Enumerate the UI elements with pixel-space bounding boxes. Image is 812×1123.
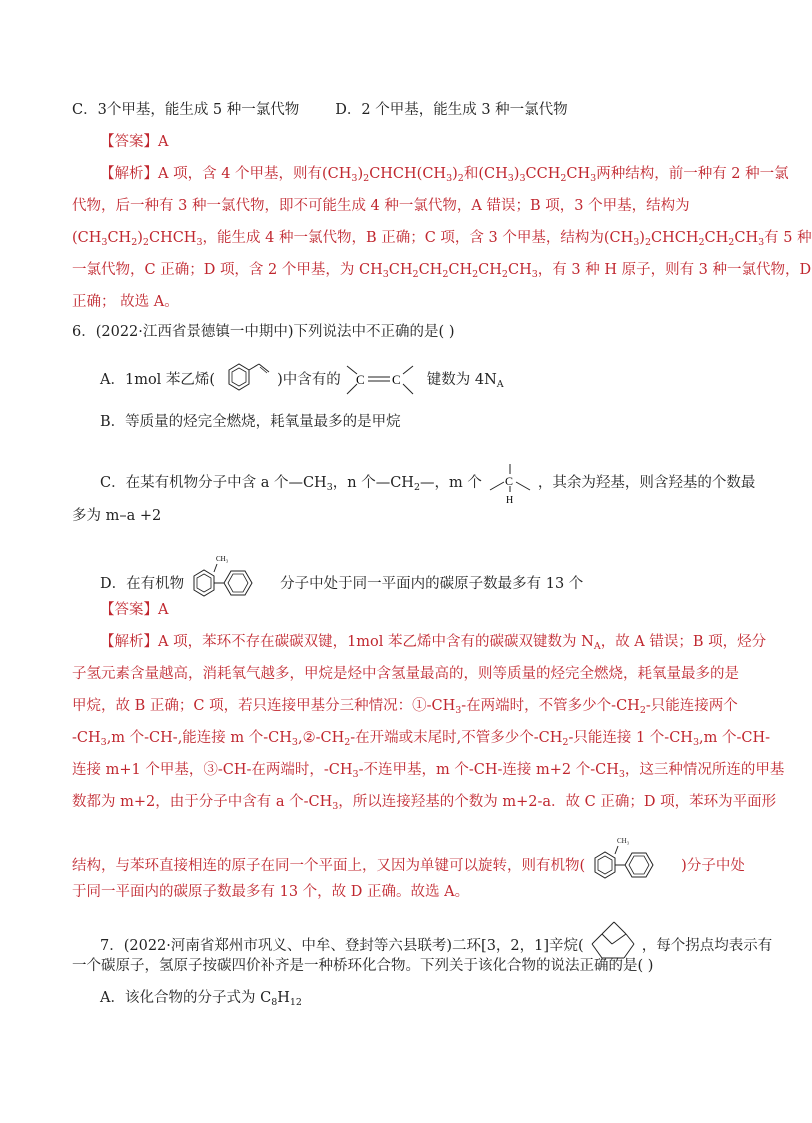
explanation-label: 【解析】: [100, 166, 158, 182]
explanation-text: CH: [107, 230, 132, 246]
methylbiphenyl-structure: [184, 552, 280, 604]
explanation-text: CH: [734, 230, 759, 246]
subscript: 3: [101, 237, 108, 248]
explanation-text: A 项，苯环不存在碳碳双键，1mol 苯乙烯中含有的碳碳双键数为 N: [158, 634, 594, 650]
explanation-text: -CH: [72, 730, 101, 746]
subscript: 3: [590, 173, 597, 184]
explanation-text: 正确； 故选 A。: [72, 294, 179, 310]
explanation-text: ，能生成 4 种一氯代物，B 正确；C 项，含 3 个甲基，结构为(CH: [202, 230, 634, 246]
subscript: 2: [644, 237, 652, 248]
explanation-text: A 项，含 4 个甲基，则有(CH: [158, 166, 352, 182]
q6-option-c-text2: ，n 个—CH: [332, 475, 414, 491]
explanation-text: -不连甲基，m 个-CH-连接 m+2 个-CH: [358, 762, 619, 778]
explanation-line: [72, 696, 738, 716]
q6-option-a: [100, 360, 504, 400]
explanation-text: 代物，后一种有 3 种一氯代物，即不可能生成 4 种一氯代物，A 错误；B 项，3 个甲基，结构为: [72, 198, 690, 214]
subscript: 2: [560, 173, 567, 184]
q6-option-a-text3: 键数为 4N: [426, 372, 497, 388]
styrene-structure: [215, 360, 277, 400]
explanation-text: CH: [418, 262, 443, 278]
q7-option-a-h: H: [277, 990, 290, 1006]
explanation-line: [72, 792, 776, 812]
q6-option-d: [100, 552, 583, 604]
cc-right-c: C: [391, 372, 401, 387]
explanation-text: 甲烷，故 B 正确；C 项，若只连接甲基分三种情况：①-CH: [72, 698, 456, 714]
explanation-text: 子氢元素含量越高，消耗氧气越多，甲烷是烃中含氢量最高的，则等质量的烃完全燃烧，耗氧量最多的是: [72, 666, 739, 682]
subscript: 3: [100, 737, 107, 748]
q6-option-c-text4: ，其余为羟基，则含羟基的个数最: [537, 475, 756, 491]
subscript: 2: [363, 173, 370, 184]
explanation-line: [72, 260, 811, 280]
methylbiphenyl-structure: [585, 834, 681, 886]
subscript: 3: [291, 737, 298, 748]
q6-option-b: B．等质量的烃完全燃烧，耗氧量最多的是甲烷: [100, 414, 401, 430]
explanation-text: -只能连接 1 个-CH: [568, 730, 693, 746]
explanation-text: CH: [448, 262, 473, 278]
subscript: 2: [562, 737, 569, 748]
alkene-bond-structure: [341, 360, 421, 400]
explanation-text: CH: [507, 262, 532, 278]
explanation-text: ): [513, 166, 520, 182]
subscript: 2: [442, 269, 449, 280]
q6-option-a-text2: )中含有的: [277, 372, 341, 388]
explanation-text: -只能连接两个: [645, 698, 738, 714]
subscript: 8: [271, 997, 278, 1008]
explanation-text: 和(CH: [463, 166, 508, 182]
explanation-text: ): [452, 166, 458, 182]
explanation-text: -在开端或末尾时,不管多少个-CH: [350, 730, 563, 746]
methyl-label: CH₃: [216, 555, 229, 563]
cc-left-c: C: [355, 372, 365, 387]
ch-c: C: [504, 474, 513, 488]
answer-value: A: [158, 134, 169, 150]
subscript: 3: [633, 237, 640, 248]
subscript: 3: [519, 173, 526, 184]
subscript: 3: [351, 173, 358, 184]
explanation-text: ，这三种情况所连的甲基: [624, 762, 785, 778]
subscript: 3: [352, 769, 359, 780]
subscript: 3: [507, 173, 514, 184]
subscript: A: [593, 641, 601, 652]
explanation-line: [72, 228, 812, 248]
subscript: A: [496, 379, 504, 390]
subscript: 3: [455, 705, 462, 716]
subscript: 3: [692, 737, 699, 748]
explanation-text: ,②-CH: [297, 730, 345, 746]
explanation-text: 数都为 m+2，由于分子中含有 a 个-CH: [72, 794, 333, 810]
explanation-text: 有 5 种: [764, 230, 812, 246]
q5-options-cd: [72, 100, 568, 120]
explanation-text: CHCH(CH: [369, 166, 447, 182]
explanation-text: ): [137, 230, 143, 246]
explanation-text: ,m 个-CH-,能连接 m 个-CH: [106, 730, 292, 746]
explanation-line: [72, 664, 739, 684]
explanation-label: 【解析】: [100, 634, 158, 650]
subscript: 3: [326, 482, 333, 493]
explanation-line: [72, 728, 770, 748]
subscript: 3: [382, 269, 389, 280]
explanation-text: CH: [566, 166, 591, 182]
subscript: 2: [412, 269, 419, 280]
q6-explanation-line7: [72, 834, 745, 886]
subscript: 2: [131, 237, 138, 248]
q7-option-a-text: A．该化合物的分子式为 C: [100, 990, 272, 1006]
subscript: 3: [332, 801, 339, 812]
subscript: 2: [501, 269, 508, 280]
ch-h: H: [505, 495, 514, 506]
q6-exp-line7-text2: )分子中处: [681, 858, 745, 874]
explanation-text: CHCH: [148, 230, 197, 246]
q7-stem-text2: ，每个拐点均表示有: [641, 938, 773, 954]
q6-option-c-text1: C．在某有机物分子中含 a 个—CH: [100, 475, 327, 491]
answer-label: 【答案】: [100, 602, 158, 618]
q6-stem: 6．(2022·江西省景德镇一中期中)下列说法中不正确的是( ): [72, 324, 455, 340]
subscript: 2: [698, 237, 705, 248]
subscript: 2: [413, 482, 420, 493]
explanation-text: ,m 个-CH-: [699, 730, 771, 746]
q7-stem-text1: 7．(2022·河南省郑州市巩义、中牟、登封等六县联考)二环[3，2，1]辛烷(: [100, 938, 584, 954]
q6-option-d-text1: D．在有机物: [100, 576, 185, 592]
subscript: 12: [289, 997, 302, 1008]
explanation-text: ): [639, 230, 645, 246]
explanation-line: [72, 292, 179, 312]
explanation-text: CHCH: [651, 230, 699, 246]
explanation-line: [100, 632, 766, 652]
explanation-text: CH: [388, 262, 413, 278]
subscript: 3: [758, 237, 765, 248]
explanation-text: CCH: [525, 166, 561, 182]
answer-label: 【答案】: [100, 134, 158, 150]
subscript: 2: [728, 237, 735, 248]
q6-exp-line7-text1: 结构，与苯环直接相连的原子在同一个平面上，又因为单键可以旋转，则有机物(: [72, 858, 586, 874]
q5-option-c: C．3个甲基，能生成 5 种一氯代物: [72, 102, 300, 118]
subscript: 2: [639, 705, 646, 716]
q6-option-a-text1: A．1mol 苯乙烯(: [100, 372, 216, 388]
q6-option-c: [100, 460, 755, 506]
explanation-text: CH: [704, 230, 729, 246]
explanation-text: 两种结构，前一种有 2 种一氯: [596, 166, 789, 182]
q5-option-d: D．2 个甲基，能生成 3 种一氯代物: [335, 102, 568, 118]
subscript: 3: [531, 269, 538, 280]
answer-value: A: [158, 602, 169, 618]
explanation-text: ): [357, 166, 364, 182]
subscript: 3: [618, 769, 625, 780]
q7-stem-line2: 一个碳原子，氢原子按碳四价补齐是一种桥环化合物。下列关于该化合物的说法正确的是( ): [72, 958, 654, 974]
subscript: 2: [472, 269, 479, 280]
explanation-text: -在两端时，不管多少个-CH: [461, 698, 640, 714]
explanation-line: [100, 164, 789, 184]
subscript: 2: [457, 173, 464, 184]
subscript: 2: [142, 237, 149, 248]
q6-option-c-cont: 多为 m–a +2: [72, 508, 162, 524]
subscript: 3: [446, 173, 453, 184]
q6-explanation-line8: 于同一平面内的碳原子数最多有 13 个，故 D 正确。故选 A。: [72, 884, 470, 900]
explanation-text: CH: [478, 262, 502, 278]
explanation-text: 连接 m+1 个甲基，③-CH-在两端时，-CH: [72, 762, 353, 778]
subscript: 3: [196, 237, 203, 248]
subscript: 2: [344, 737, 351, 748]
explanation-text: ，有 3 种 H 原子，则有 3 种一氯代物，D: [537, 262, 812, 278]
q6-answer: [100, 600, 168, 620]
explanation-line: [72, 196, 690, 216]
explanation-text: (CH: [72, 230, 102, 246]
q5-answer: [100, 132, 168, 152]
ch-group-structure: [482, 460, 538, 506]
q6-option-d-text2: 分子中处于同一平面内的碳原子数最多有 13 个: [280, 576, 584, 592]
explanation-text: ，故 A 错误；B 项，烃分: [600, 634, 767, 650]
methyl-label: CH₃: [617, 837, 630, 845]
explanation-text: 一氯代物，C 正确；D 项，含 2 个甲基，为 CH: [72, 262, 383, 278]
q6-option-c-text3: —，m 个: [419, 475, 482, 491]
explanation-text: ，所以连接羟基的个数为 m+2-a．故 C 正确；D 项，苯环为平面形: [338, 794, 777, 810]
explanation-line: [72, 760, 784, 780]
q7-option-a: [100, 988, 302, 1008]
